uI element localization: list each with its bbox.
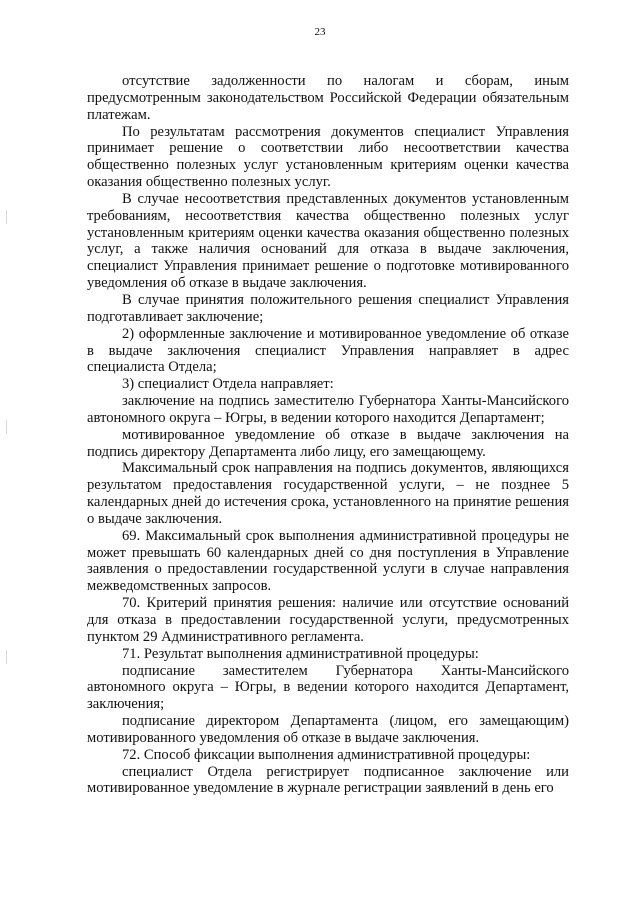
page-number: 23 xyxy=(314,26,326,38)
paragraph: специалист Отдела регистрирует подписанное заключение или мотивированное уведомление в журнале регистрации заявлений в день его xyxy=(87,763,569,797)
paragraph: В случае принятия положительного решения специалист Управления подготавливает заключение; xyxy=(87,291,569,325)
paragraph: подписание заместителем Губернатора Ханты-Мансийского автономного округа – Югры, в ведении которого находится Департамент, заключения; xyxy=(87,662,569,713)
paragraph: 2) оформленные заключение и мотивированное уведомление об отказе в выдаче заключения специалист Управления направляет в адрес специалиста Отдела; xyxy=(87,325,569,376)
paragraph: подписание директором Департамента (лицом, его замещающим) мотивированного уведомления об отказе в выдаче заключения. xyxy=(87,713,569,746)
paragraph: 3) специалист Отдела направляет: xyxy=(122,376,334,393)
paragraph: заключение на подпись заместителю Губернатора Ханты-Мансийского автономного округа – Югры, в ведении которого находится Департамент; xyxy=(87,393,569,426)
paragraph: 71. Результат выполнения административной процедуры: xyxy=(122,645,479,662)
scan-edge-mark xyxy=(6,210,7,224)
paragraph: мотивированное уведомление об отказе в выдаче заключения на подпись директору Департамента либо лицу, его замещающему. xyxy=(87,426,569,460)
scan-edge-mark xyxy=(6,420,7,434)
paragraph: 69. Максимальный срок выполнения административной процедуры не может превышать 60 календарных дней со дня поступления в Управление заявления о предоставлении государственной услуги в случае направления межведомственных запросов. xyxy=(87,527,569,595)
paragraph: отсутствие задолженности по налогам и сборам, иным предусмотренным законодательством Российской Федерации обязательным платежам. xyxy=(87,73,569,123)
paragraph: 70. Критерий принятия решения: наличие или отсутствие оснований для отказа в предоставлении государственной услуги, предусмотренных пунктом 29 Административного регламента. xyxy=(87,595,569,645)
scan-edge-mark xyxy=(6,650,7,664)
paragraph: По результатам рассмотрения документов специалист Управления принимает решение о соответствии либо несоответствии качества общественно полезных услуг установленным критериям оценки качества оказания общественно полезных услуг. xyxy=(87,123,569,191)
paragraph: В случае несоответствия представленных документов установленным требованиям, несоответствия качества общественно полезных услуг установленным критериям оценки качества оказания общественно полезных услуг, а также наличия оснований для отказа в выдаче заключения, специалист Управления принимает решение о подготовке мотивированного уведомления об отказе в выдаче заключения. xyxy=(87,190,569,292)
paragraph: Максимальный срок направления на подпись документов, являющихся результатом предоставления государственной услуги, – не позднее 5 календарных дней до истечения срока, установленного на принятие решения о выдаче заключения. xyxy=(87,460,569,527)
document-body xyxy=(87,73,569,797)
paragraph: 72. Способ фиксации выполнения административной процедуры: xyxy=(122,746,531,763)
